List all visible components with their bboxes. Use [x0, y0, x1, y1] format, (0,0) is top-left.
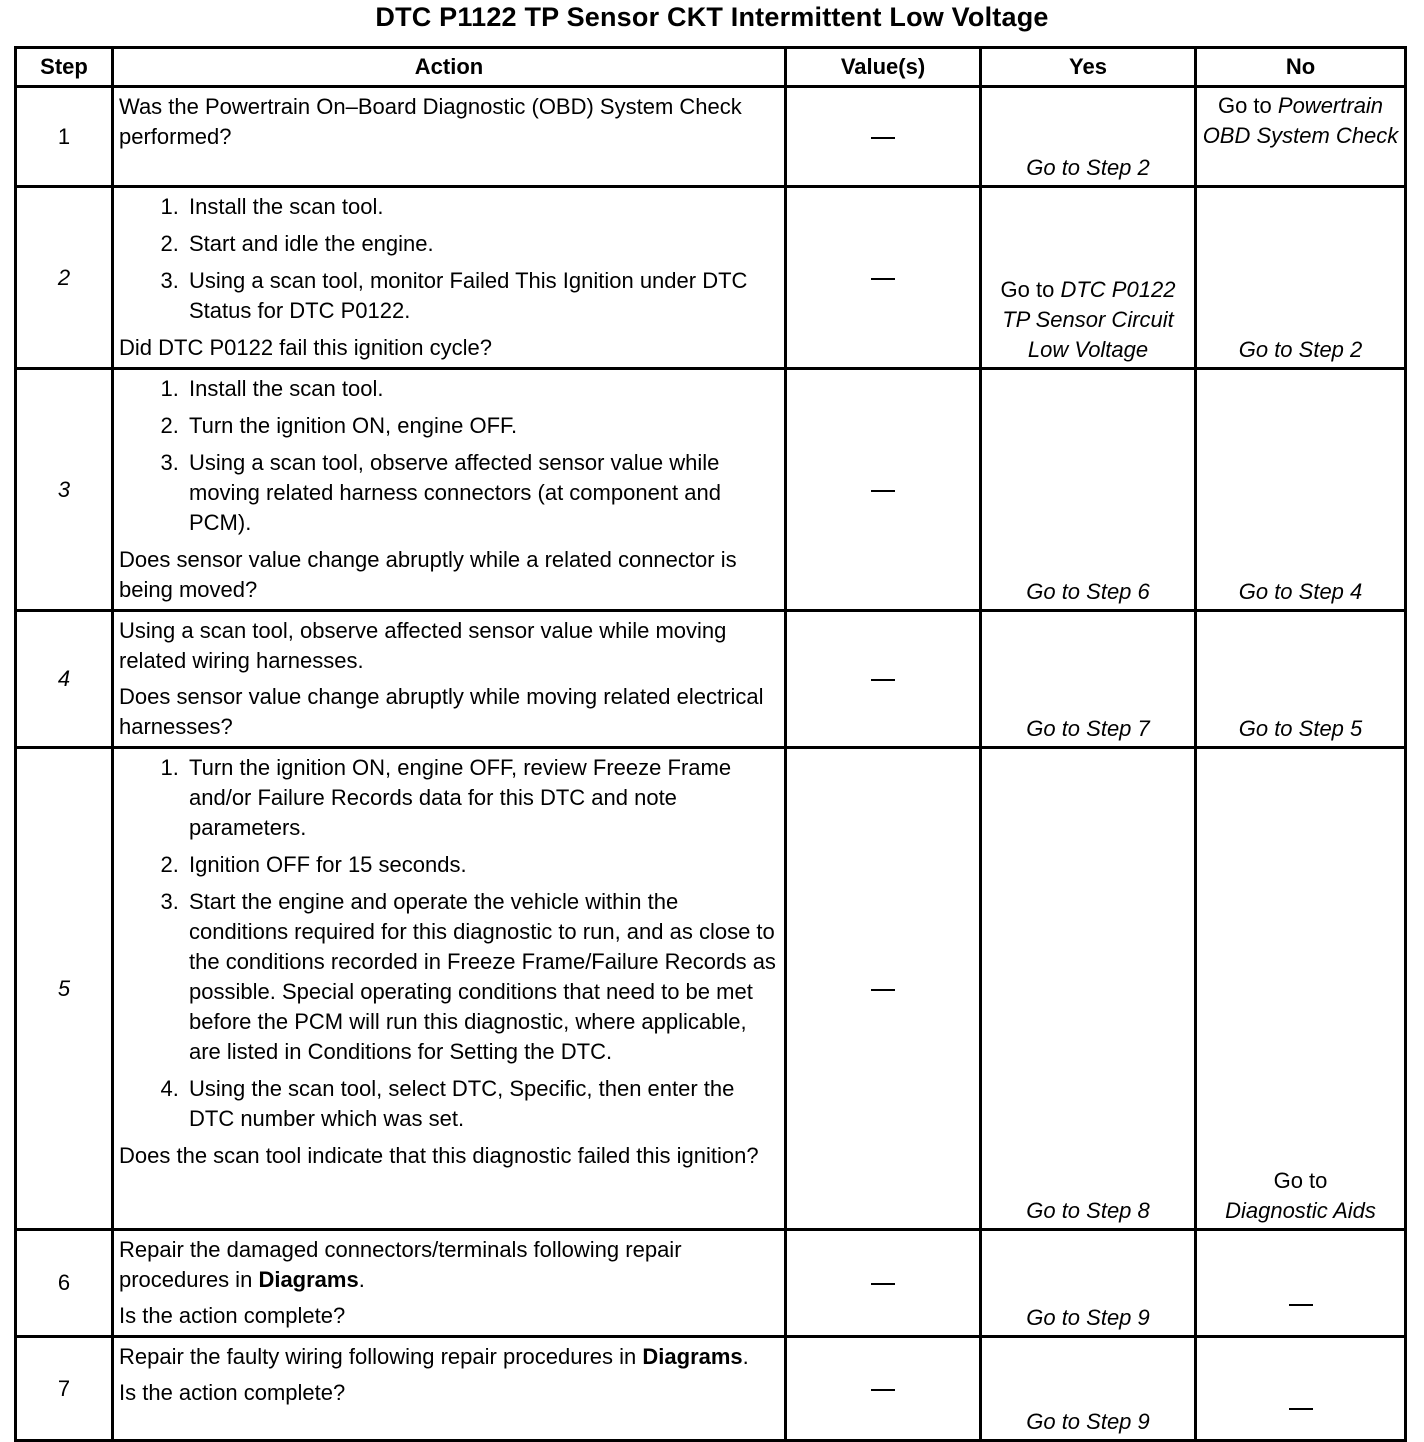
value-cell	[786, 1230, 981, 1337]
no-link[interactable]: Go to Step 4	[1238, 579, 1363, 604]
list-item: 2. Start and idle the engine.	[185, 229, 780, 259]
action-cell	[113, 748, 786, 1230]
list-item: 3. Using a scan tool, monitor Failed This Ignition under DTC Status for DTC P0122.	[185, 266, 780, 326]
dash-mark	[871, 989, 895, 991]
no-link[interactable]: Go to Step 2	[1238, 337, 1363, 362]
no-cell	[1196, 748, 1406, 1230]
yes-cell	[981, 1230, 1196, 1337]
step-number: 4	[16, 611, 113, 748]
action-list	[119, 753, 780, 1134]
yes-link[interactable]: Go to Step 7	[1026, 716, 1150, 741]
table-row	[16, 1337, 1406, 1441]
list-item: 3. Start the engine and operate the vehicle within the conditions required for this diagnostic to run, and as close to the conditions recorded in Freeze Frame/Failure Records as possible. Special operating conditions that need to be met before the PCM will run this diagnostic, where applicable, are listed in Conditions for Setting the DTC.	[185, 887, 780, 1067]
action-cell	[113, 87, 786, 187]
yes-link[interactable]: Go to Step 9	[1026, 1409, 1150, 1434]
action-question: Does the scan tool indicate that this diagnostic failed this ignition?	[119, 1143, 759, 1168]
yes-cell	[981, 369, 1196, 611]
action-text: Repair the damaged connectors/terminals following repair procedures in	[119, 1237, 682, 1292]
table-row	[16, 1230, 1406, 1337]
page-title: DTC P1122 TP Sensor CKT Intermittent Low Voltage	[375, 2, 1049, 32]
no-link[interactable]: Powertrain OBD System Check	[1202, 93, 1399, 148]
action-question: Is the action complete?	[119, 1380, 346, 1405]
list-item: 3. Using a scan tool, observe affected sensor value while moving related harness connectors (at component and PCM).	[185, 448, 780, 538]
step-number: 3	[16, 369, 113, 611]
yes-cell	[981, 187, 1196, 369]
dash-mark	[871, 137, 895, 139]
dash-mark	[1289, 1408, 1313, 1410]
action-question: Is the action complete?	[119, 1303, 346, 1328]
action-question: Does sensor value change abruptly while moving related electrical harnesses?	[119, 684, 764, 739]
diagrams-link[interactable]: Diagrams	[642, 1344, 743, 1369]
table-row	[16, 369, 1406, 611]
action-list	[119, 374, 780, 538]
list-item: 4. Using the scan tool, select DTC, Specific, then enter the DTC number which was set.	[185, 1074, 780, 1134]
dash-mark	[871, 490, 895, 492]
list-item: 1. Install the scan tool.	[185, 192, 780, 222]
action-cell	[113, 1337, 786, 1441]
step-number: 1	[16, 87, 113, 187]
yes-cell	[981, 87, 1196, 187]
action-text: Was the Powertrain On–Board Diagnostic (OBD) System Check performed?	[119, 94, 742, 149]
yes-link[interactable]: Go to Step 2	[1026, 155, 1150, 180]
no-cell	[1196, 87, 1406, 187]
no-prefix: Go to	[1217, 93, 1272, 118]
dash-mark	[871, 1283, 895, 1285]
value-cell	[786, 187, 981, 369]
action-cell	[113, 187, 786, 369]
header-action: Action	[113, 48, 786, 87]
no-cell	[1196, 1337, 1406, 1441]
dash-mark	[871, 679, 895, 681]
diagrams-link[interactable]: Diagrams	[258, 1267, 359, 1292]
action-question: Does sensor value change abruptly while a related connector is being moved?	[119, 547, 737, 602]
list-item: 1. Turn the ignition ON, engine OFF, review Freeze Frame and/or Failure Records data for this DTC and note parameters.	[185, 753, 780, 843]
no-cell	[1196, 369, 1406, 611]
value-cell	[786, 87, 981, 187]
list-item: 2. Ignition OFF for 15 seconds.	[185, 850, 780, 880]
action-cell	[113, 1230, 786, 1337]
dash-mark	[1289, 1304, 1313, 1306]
step-number: 6	[16, 1230, 113, 1337]
header-yes: Yes	[981, 48, 1196, 87]
action-list	[119, 192, 780, 326]
dash-mark	[871, 1389, 895, 1391]
no-prefix: Go to	[1273, 1168, 1328, 1193]
yes-link[interactable]: Go to Step 6	[1026, 579, 1150, 604]
no-cell	[1196, 1230, 1406, 1337]
table-row	[16, 87, 1406, 187]
value-cell	[786, 1337, 981, 1441]
no-link[interactable]: Go to Step 5	[1238, 716, 1363, 741]
header-values: Value(s)	[786, 48, 981, 87]
header-no: No	[1196, 48, 1406, 87]
value-cell	[786, 369, 981, 611]
yes-prefix: Go to	[1000, 277, 1055, 302]
step-number: 5	[16, 748, 113, 1230]
action-text-line: Repair the faulty wiring following repair procedures in Diagrams.	[119, 1344, 749, 1369]
yes-cell	[981, 748, 1196, 1230]
action-question: Did DTC P0122 fail this ignition cycle?	[119, 335, 492, 360]
value-cell	[786, 611, 981, 748]
yes-cell	[981, 611, 1196, 748]
step-number: 2	[16, 187, 113, 369]
header-row	[16, 48, 1406, 87]
table-row	[16, 187, 1406, 369]
no-cell	[1196, 611, 1406, 748]
no-link[interactable]: Diagnostic Aids	[1225, 1198, 1376, 1223]
action-text-line: Repair the damaged connectors/terminals following repair procedures in Diagrams.	[119, 1237, 682, 1292]
action-text: Using a scan tool, observe affected sensor value while moving related wiring harnesses.	[119, 618, 727, 673]
no-cell	[1196, 187, 1406, 369]
yes-link[interactable]: Go to Step 9	[1026, 1305, 1150, 1330]
dash-mark	[871, 278, 895, 280]
diagnostic-table	[14, 46, 1407, 1442]
yes-cell	[981, 1337, 1196, 1441]
table-row	[16, 611, 1406, 748]
action-cell	[113, 369, 786, 611]
list-item: 2. Turn the ignition ON, engine OFF.	[185, 411, 780, 441]
step-number: 7	[16, 1337, 113, 1441]
action-text: Repair the faulty wiring following repair procedures in	[119, 1344, 637, 1369]
value-cell	[786, 748, 981, 1230]
list-item: 1. Install the scan tool.	[185, 374, 780, 404]
header-step: Step	[16, 48, 113, 87]
yes-link[interactable]: DTC P0122 TP Sensor Circuit Low Voltage	[1002, 277, 1176, 362]
action-cell	[113, 611, 786, 748]
table-row	[16, 748, 1406, 1230]
yes-link[interactable]: Go to Step 8	[1026, 1198, 1150, 1223]
